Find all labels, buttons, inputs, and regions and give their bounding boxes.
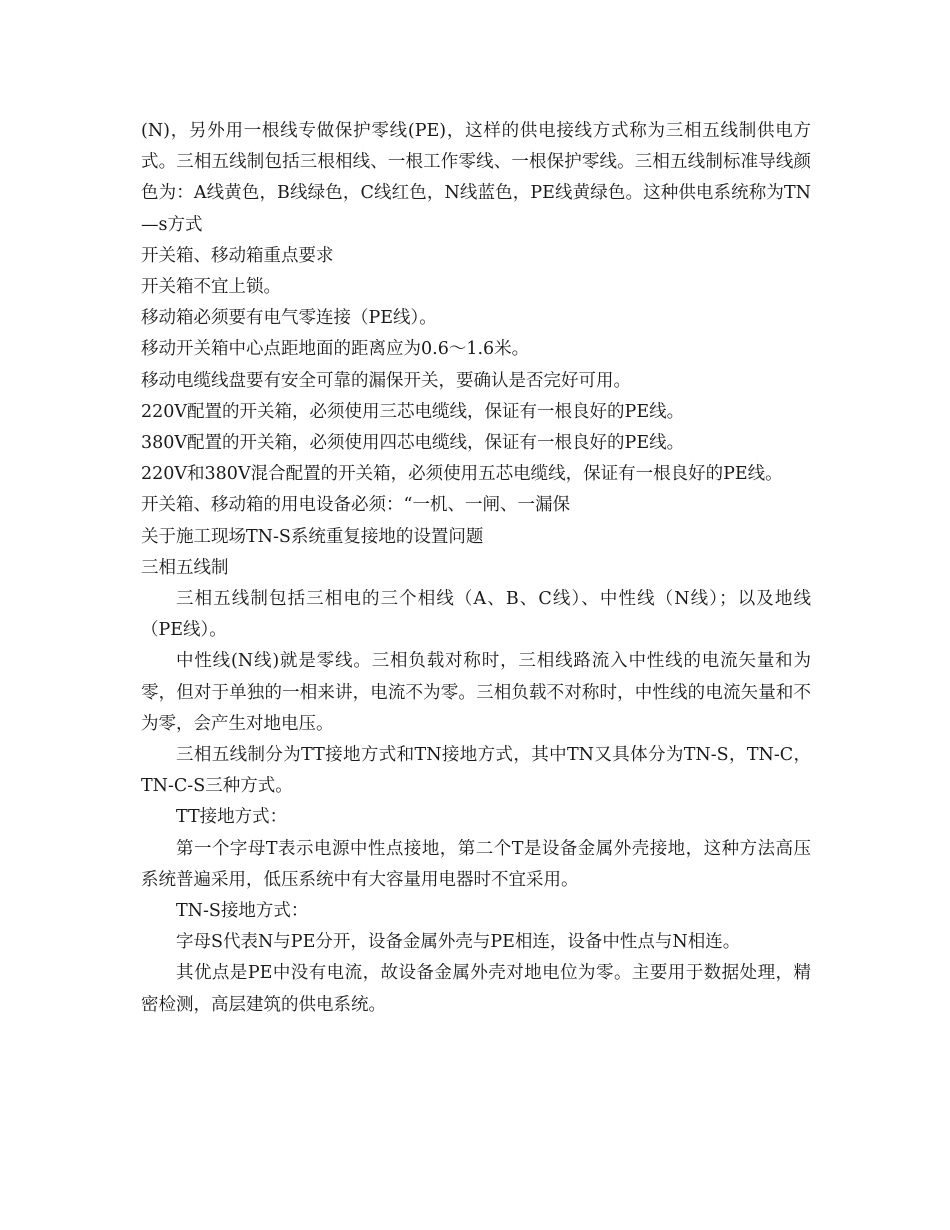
list-item: 开关箱不宜上锁。: [141, 277, 281, 298]
paragraph-body: 三相五线制包括三相电的三个相线（A、B、C线）、中性线（N线）；以及地线（PE线）。: [141, 589, 811, 641]
list-item: 移动电缆线盘要有安全可靠的漏保开关，要确认是否完好可用。: [141, 370, 631, 391]
subheading-tt-grounding: TT接地方式：: [176, 807, 288, 828]
paragraph-body: 三相五线制分为TT接地方式和TN接地方式，其中TN又具体分为TN-S，TN-C，TN-C-S三种方式。: [141, 745, 811, 797]
heading-switch-box-requirements: 开关箱、移动箱重点要求: [141, 245, 334, 266]
list-item: 220V和380V混合配置的开关箱，必须使用五芯电缆线，保证有一根良好的PE线。: [141, 464, 783, 485]
paragraph-body: 第一个字母T表示电源中性点接地，第二个T是设备金属外壳接地，这种方法高压系统普遍采用，低压系统中有大容量用电器时不宜采用。: [141, 838, 811, 890]
list-item: 移动开关箱中心点距地面的距离应为0.6～1.6米。: [141, 339, 530, 360]
heading-three-phase-five-wire: 三相五线制: [141, 557, 229, 578]
paragraph-body: 字母S代表N与PE分开，设备金属外壳与PE相连，设备中性点与N相连。: [176, 932, 741, 953]
paragraph-body: 中性线(N线)就是零线。三相负载对称时，三相线路流入中性线的电流矢量和为零，但对于单独的一相来讲，电流不为零。三相负载不对称时，中性线的电流矢量和不为零，会产生对地电压。: [141, 651, 811, 734]
list-item: 220V配置的开关箱，必须使用三芯电缆线，保证有一根良好的PE线。: [141, 401, 685, 422]
document-body: [141, 116, 811, 1021]
subheading-tn-s-grounding: TN-S接地方式：: [176, 901, 309, 922]
paragraph-body: 其优点是PE中没有电流，故设备金属外壳对地电位为零。主要用于数据处理，精密检测，高层建筑的供电系统。: [141, 963, 811, 1015]
heading-tn-s-repeat-grounding: 关于施工现场TN-S系统重复接地的设置问题: [141, 526, 484, 547]
list-item: 380V配置的开关箱，必须使用四芯电缆线，保证有一根良好的PE线。: [141, 433, 685, 454]
list-item: 移动箱必须要有电气零连接（PE线）。: [141, 308, 437, 329]
list-item: 开关箱、移动箱的用电设备必须：“一机、一闸、一漏保: [141, 495, 570, 516]
paragraph-three-phase-five-wire-intro: (N)，另外用一根线专做保护零线(PE)，这样的供电接线方式称为三相五线制供电方式。三相五线制包括三根相线、一根工作零线、一根保护零线。三相五线制标准导线颜色为：A线黄色，B线绿色，C线红色，N线蓝色，PE线黄绿色。这种供电系统称为TN—s方式: [141, 121, 811, 235]
